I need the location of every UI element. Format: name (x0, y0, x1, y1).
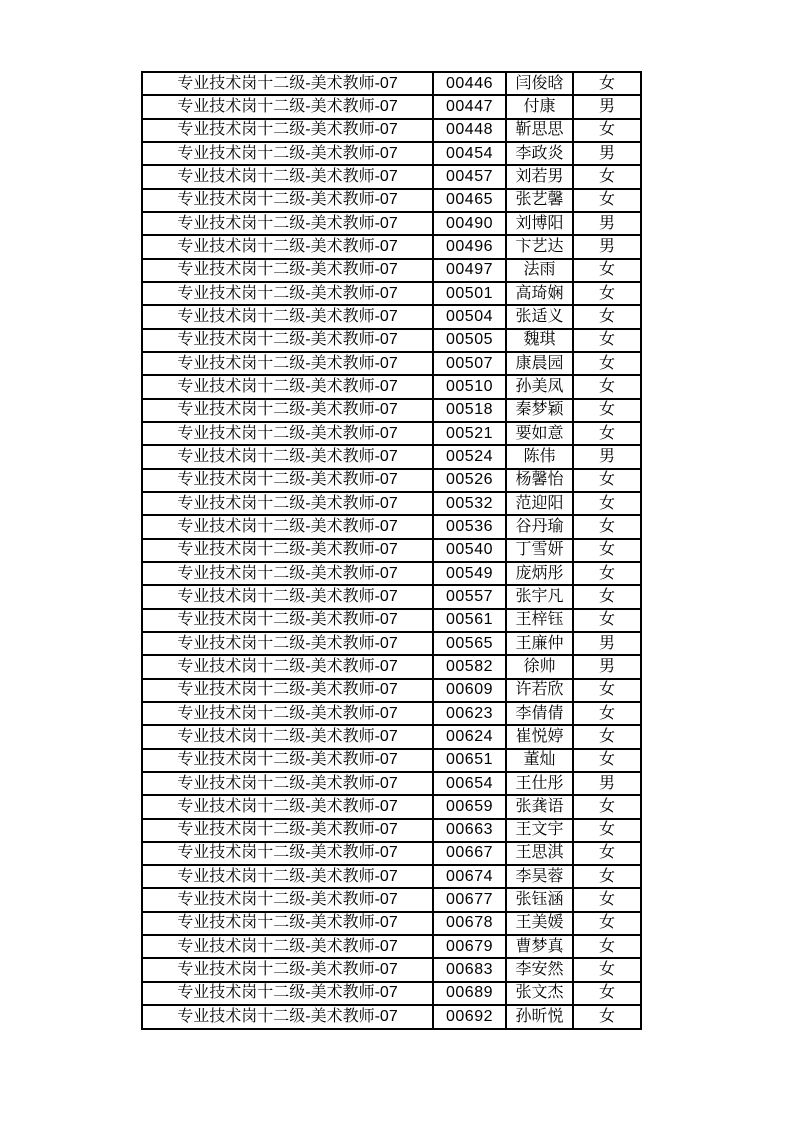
cell-name: 杨馨怡 (506, 469, 573, 492)
cell-code: 00490 (433, 212, 506, 235)
cell-position: 专业技术岗十二级-美术教师-07 (142, 655, 433, 678)
cell-gender: 女 (573, 1005, 641, 1029)
cell-name: 董灿 (506, 749, 573, 772)
table-row (142, 772, 641, 795)
table-row (142, 375, 641, 398)
cell-name: 张宇凡 (506, 585, 573, 608)
cell-name: 丁雪妍 (506, 539, 573, 562)
cell-gender: 女 (573, 982, 641, 1005)
cell-position: 专业技术岗十二级-美术教师-07 (142, 515, 433, 538)
cell-gender: 女 (573, 189, 641, 212)
cell-code: 00504 (433, 305, 506, 328)
table-row (142, 958, 641, 981)
cell-gender: 女 (573, 865, 641, 888)
cell-name: 张钰涵 (506, 888, 573, 911)
table-row (142, 982, 641, 1005)
cell-name: 许若欣 (506, 679, 573, 702)
cell-name: 刘若男 (506, 165, 573, 188)
cell-name: 张艺馨 (506, 189, 573, 212)
cell-position: 专业技术岗十二级-美术教师-07 (142, 1005, 433, 1029)
cell-position: 专业技术岗十二级-美术教师-07 (142, 888, 433, 911)
cell-code: 00507 (433, 352, 506, 375)
cell-gender: 女 (573, 562, 641, 585)
cell-position: 专业技术岗十二级-美术教师-07 (142, 142, 433, 165)
cell-gender: 女 (573, 259, 641, 282)
cell-name: 王思淇 (506, 842, 573, 865)
cell-name: 张文杰 (506, 982, 573, 1005)
cell-position: 专业技术岗十二级-美术教师-07 (142, 585, 433, 608)
cell-gender: 女 (573, 539, 641, 562)
table-row (142, 189, 641, 212)
table-row (142, 632, 641, 655)
table-row (142, 888, 641, 911)
cell-position: 专业技术岗十二级-美术教师-07 (142, 865, 433, 888)
cell-position: 专业技术岗十二级-美术教师-07 (142, 749, 433, 772)
roster-table (141, 71, 642, 1030)
cell-name: 范迎阳 (506, 492, 573, 515)
table-row (142, 912, 641, 935)
table-row (142, 445, 641, 468)
cell-name: 付康 (506, 95, 573, 118)
cell-position: 专业技术岗十二级-美术教师-07 (142, 305, 433, 328)
cell-name: 陈伟 (506, 445, 573, 468)
cell-name: 刘博阳 (506, 212, 573, 235)
table-row (142, 562, 641, 585)
table-row (142, 72, 641, 95)
cell-name: 崔悦婷 (506, 725, 573, 748)
cell-gender: 男 (573, 445, 641, 468)
cell-code: 00524 (433, 445, 506, 468)
cell-gender: 女 (573, 305, 641, 328)
cell-position: 专业技术岗十二级-美术教师-07 (142, 445, 433, 468)
table-row (142, 469, 641, 492)
cell-position: 专业技术岗十二级-美术教师-07 (142, 819, 433, 842)
table-row (142, 422, 641, 445)
cell-gender: 男 (573, 632, 641, 655)
cell-position: 专业技术岗十二级-美术教师-07 (142, 982, 433, 1005)
cell-gender: 女 (573, 282, 641, 305)
cell-gender: 男 (573, 772, 641, 795)
cell-position: 专业技术岗十二级-美术教师-07 (142, 469, 433, 492)
cell-code: 00659 (433, 795, 506, 818)
cell-code: 00518 (433, 399, 506, 422)
cell-code: 00609 (433, 679, 506, 702)
cell-position: 专业技术岗十二级-美术教师-07 (142, 165, 433, 188)
cell-gender: 女 (573, 422, 641, 445)
cell-gender: 女 (573, 679, 641, 702)
cell-name: 张龚语 (506, 795, 573, 818)
cell-code: 00678 (433, 912, 506, 935)
cell-code: 00683 (433, 958, 506, 981)
cell-code: 00448 (433, 119, 506, 142)
table-row (142, 679, 641, 702)
cell-code: 00532 (433, 492, 506, 515)
cell-name: 李倩倩 (506, 702, 573, 725)
cell-gender: 男 (573, 212, 641, 235)
cell-gender: 女 (573, 725, 641, 748)
table-row (142, 795, 641, 818)
cell-position: 专业技术岗十二级-美术教师-07 (142, 702, 433, 725)
cell-position: 专业技术岗十二级-美术教师-07 (142, 399, 433, 422)
cell-position: 专业技术岗十二级-美术教师-07 (142, 562, 433, 585)
cell-position: 专业技术岗十二级-美术教师-07 (142, 282, 433, 305)
cell-code: 00510 (433, 375, 506, 398)
cell-gender: 女 (573, 492, 641, 515)
cell-name: 靳思思 (506, 119, 573, 142)
cell-position: 专业技术岗十二级-美术教师-07 (142, 259, 433, 282)
cell-position: 专业技术岗十二级-美术教师-07 (142, 375, 433, 398)
cell-code: 00667 (433, 842, 506, 865)
table-row (142, 95, 641, 118)
cell-code: 00557 (433, 585, 506, 608)
table-row (142, 585, 641, 608)
cell-position: 专业技术岗十二级-美术教师-07 (142, 935, 433, 958)
cell-position: 专业技术岗十二级-美术教师-07 (142, 795, 433, 818)
table-row (142, 119, 641, 142)
cell-gender: 女 (573, 375, 641, 398)
table-row (142, 259, 641, 282)
cell-code: 00521 (433, 422, 506, 445)
cell-position: 专业技术岗十二级-美术教师-07 (142, 189, 433, 212)
cell-name: 秦梦颖 (506, 399, 573, 422)
cell-gender: 女 (573, 352, 641, 375)
cell-gender: 女 (573, 515, 641, 538)
cell-position: 专业技术岗十二级-美术教师-07 (142, 72, 433, 95)
cell-gender: 女 (573, 329, 641, 352)
cell-name: 徐帅 (506, 655, 573, 678)
cell-position: 专业技术岗十二级-美术教师-07 (142, 539, 433, 562)
cell-name: 闫俊晗 (506, 72, 573, 95)
cell-position: 专业技术岗十二级-美术教师-07 (142, 725, 433, 748)
cell-position: 专业技术岗十二级-美术教师-07 (142, 95, 433, 118)
cell-code: 00540 (433, 539, 506, 562)
cell-name: 王文宇 (506, 819, 573, 842)
cell-name: 王梓钰 (506, 609, 573, 632)
cell-gender: 女 (573, 842, 641, 865)
cell-name: 高琦娴 (506, 282, 573, 305)
cell-code: 00624 (433, 725, 506, 748)
cell-name: 李政炎 (506, 142, 573, 165)
table-row (142, 399, 641, 422)
table-row (142, 515, 641, 538)
cell-position: 专业技术岗十二级-美术教师-07 (142, 842, 433, 865)
cell-code: 00457 (433, 165, 506, 188)
cell-code: 00497 (433, 259, 506, 282)
table-row (142, 329, 641, 352)
cell-position: 专业技术岗十二级-美术教师-07 (142, 422, 433, 445)
cell-position: 专业技术岗十二级-美术教师-07 (142, 609, 433, 632)
cell-code: 00501 (433, 282, 506, 305)
cell-code: 00679 (433, 935, 506, 958)
cell-code: 00651 (433, 749, 506, 772)
cell-gender: 女 (573, 702, 641, 725)
cell-gender: 女 (573, 469, 641, 492)
cell-gender: 女 (573, 72, 641, 95)
table-row (142, 935, 641, 958)
cell-gender: 女 (573, 888, 641, 911)
cell-name: 孙昕悦 (506, 1005, 573, 1029)
cell-name: 魏琪 (506, 329, 573, 352)
cell-gender: 女 (573, 119, 641, 142)
cell-code: 00692 (433, 1005, 506, 1029)
table-row (142, 165, 641, 188)
cell-gender: 女 (573, 609, 641, 632)
cell-gender: 女 (573, 399, 641, 422)
cell-position: 专业技术岗十二级-美术教师-07 (142, 632, 433, 655)
table-row (142, 352, 641, 375)
cell-code: 00663 (433, 819, 506, 842)
cell-position: 专业技术岗十二级-美术教师-07 (142, 352, 433, 375)
cell-gender: 女 (573, 819, 641, 842)
cell-position: 专业技术岗十二级-美术教师-07 (142, 492, 433, 515)
cell-gender: 女 (573, 795, 641, 818)
cell-position: 专业技术岗十二级-美术教师-07 (142, 772, 433, 795)
cell-code: 00677 (433, 888, 506, 911)
cell-code: 00536 (433, 515, 506, 538)
cell-name: 谷丹瑜 (506, 515, 573, 538)
table-row (142, 842, 641, 865)
table-row (142, 702, 641, 725)
cell-position: 专业技术岗十二级-美术教师-07 (142, 119, 433, 142)
table-row (142, 655, 641, 678)
table-row (142, 539, 641, 562)
table-row (142, 212, 641, 235)
table-row (142, 305, 641, 328)
cell-name: 王仕彤 (506, 772, 573, 795)
cell-code: 00505 (433, 329, 506, 352)
table-row (142, 865, 641, 888)
cell-code: 00561 (433, 609, 506, 632)
cell-name: 庞炳彤 (506, 562, 573, 585)
cell-position: 专业技术岗十二级-美术教师-07 (142, 958, 433, 981)
cell-code: 00689 (433, 982, 506, 1005)
cell-name: 要如意 (506, 422, 573, 445)
cell-code: 00465 (433, 189, 506, 212)
table-row (142, 609, 641, 632)
cell-name: 张适义 (506, 305, 573, 328)
cell-code: 00565 (433, 632, 506, 655)
cell-gender: 女 (573, 749, 641, 772)
table-row (142, 725, 641, 748)
cell-name: 李安然 (506, 958, 573, 981)
table-row (142, 749, 641, 772)
cell-code: 00454 (433, 142, 506, 165)
roster-table-body (142, 72, 641, 1029)
cell-gender: 女 (573, 935, 641, 958)
cell-gender: 女 (573, 585, 641, 608)
table-row (142, 819, 641, 842)
cell-code: 00582 (433, 655, 506, 678)
cell-code: 00623 (433, 702, 506, 725)
table-row (142, 142, 641, 165)
cell-gender: 女 (573, 958, 641, 981)
table-row (142, 1005, 641, 1029)
cell-position: 专业技术岗十二级-美术教师-07 (142, 329, 433, 352)
cell-gender: 男 (573, 655, 641, 678)
table-row (142, 282, 641, 305)
cell-name: 卞艺达 (506, 235, 573, 258)
cell-position: 专业技术岗十二级-美术教师-07 (142, 235, 433, 258)
cell-name: 曹梦真 (506, 935, 573, 958)
cell-gender: 男 (573, 235, 641, 258)
cell-name: 李昊蓉 (506, 865, 573, 888)
cell-gender: 女 (573, 912, 641, 935)
cell-name: 孙美凤 (506, 375, 573, 398)
cell-code: 00526 (433, 469, 506, 492)
cell-code: 00654 (433, 772, 506, 795)
table-row (142, 235, 641, 258)
cell-gender: 女 (573, 165, 641, 188)
table-row (142, 492, 641, 515)
cell-code: 00496 (433, 235, 506, 258)
cell-code: 00674 (433, 865, 506, 888)
cell-name: 王美媛 (506, 912, 573, 935)
cell-code: 00446 (433, 72, 506, 95)
cell-name: 法雨 (506, 259, 573, 282)
cell-code: 00447 (433, 95, 506, 118)
cell-name: 王廉仲 (506, 632, 573, 655)
cell-position: 专业技术岗十二级-美术教师-07 (142, 912, 433, 935)
cell-name: 康晨园 (506, 352, 573, 375)
cell-gender: 男 (573, 142, 641, 165)
cell-gender: 男 (573, 95, 641, 118)
cell-position: 专业技术岗十二级-美术教师-07 (142, 679, 433, 702)
cell-code: 00549 (433, 562, 506, 585)
cell-position: 专业技术岗十二级-美术教师-07 (142, 212, 433, 235)
